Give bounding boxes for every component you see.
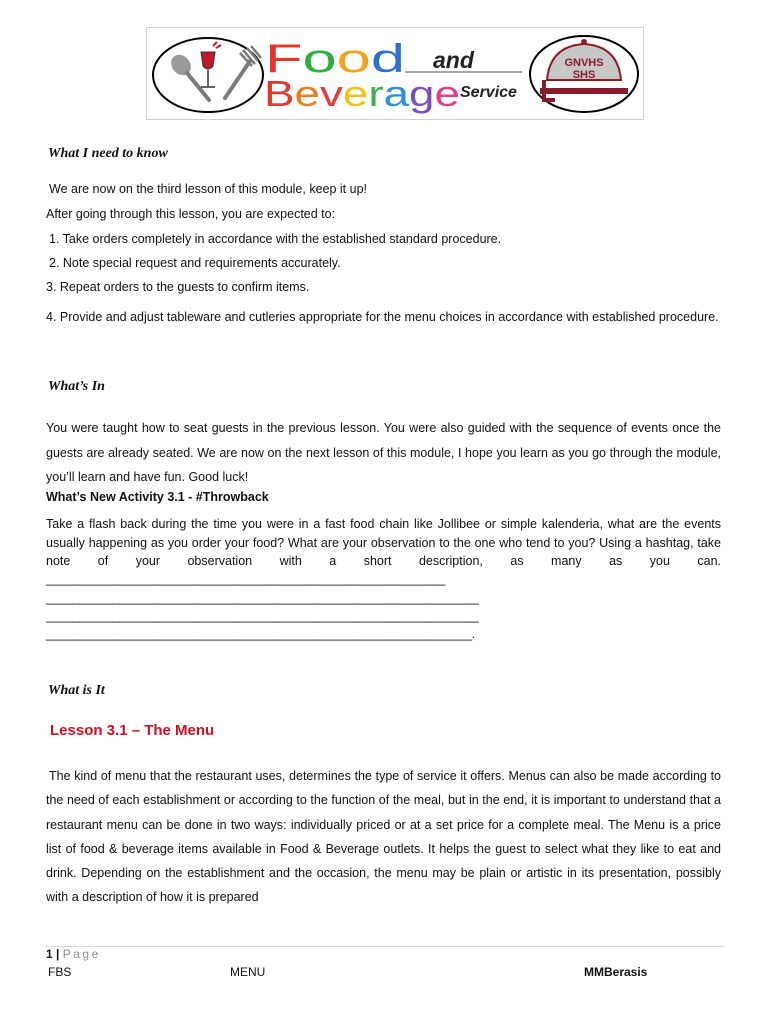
footer-left: FBS [48,965,72,979]
page-number [46,947,101,961]
page-separator: | [56,947,60,961]
footer-right: MMBerasis [584,965,648,979]
page-number-value: 1 [46,947,53,961]
footer-divider [46,946,724,947]
plate-cutlery-icon [153,38,263,112]
menu-paragraph: The kind of menu that the restaurant uses, determines the type of service it offers. Menus can also be made according to the need of each establishment or according to the function of the meal, but in the end, it is important to understand that a restaurant menu can be done in two ways: individually priced or at a set price for a complete meal. The Menu is a price list of food & beverage items available in Food & Beverage outlets. It helps the guest to select what they like to eat and drink. Depending on the establishment and the occasion, the menu may be plain or artistic in its presentation, possibly with a description of how it is prepared [46,769,721,905]
activity-instructions: Take a flash back during the time you were in a fast food chain like Jollibee or simple kalenderia, what are the events usually happening as you order your food? What are your observation to the one who tend to you? Using a hashtag, take note of your observation with a short description, as many as you can. [46,517,721,568]
section-heading-whats-in: What’s In [48,379,105,394]
objective-1: 1. Take orders completely in accordance with the established standard procedure. [49,232,502,246]
banner-word-beverage: B e v e ra g e [264,73,455,114]
answer-blank-line-4[interactable]: ________________________________________________________________. [46,627,475,641]
banner-word-and: and [433,47,474,73]
school-seal-icon [530,36,638,112]
seal-line-2: SHS [572,69,596,81]
banner-word-food: F o o d [265,37,394,81]
objective-2: 2. Note special request and requirements accurately. [49,256,341,270]
objective-4: 4. Provide and adjust tableware and cutleries appropriate for the menu choices in accordance with established procedure. [46,310,719,324]
answer-blank-line-1[interactable]: ____________________________________________________________ [46,572,446,586]
intro-text: We are now on the third lesson of this module, keep it up! [49,182,368,196]
activity-title: What’s New Activity 3.1 - #Throwback [46,490,269,504]
food-and-beverage-banner [146,27,644,120]
expectation-text: After going through this lesson, you are expected to: [46,207,336,221]
answer-blank-line-2[interactable]: _________________________________________________________________ [46,591,479,605]
whats-in-paragraph: You were taught how to seat guests in the previous lesson. You were also guided with the sequence of events once the guests are already seated. We are now on the next lesson of this module, I hope you learn as you go through the module, you’ll learn and have fun. Good luck! [46,421,721,484]
banner-word-service: Service [460,84,517,101]
banner-art [147,28,645,121]
objective-3: 3. Repeat orders to the guests to confirm items. [46,280,310,294]
seal-line-1: GNVHS [564,57,604,69]
section-heading-what-is-it: What is It [48,683,105,698]
page-word: Page [62,947,101,961]
section-heading-what-i-need-to-know: What I need to know [48,146,168,161]
footer-center: MENU [230,965,266,979]
answer-blank-line-3[interactable]: _________________________________________________________________ [46,609,479,623]
lesson-title: Lesson 3.1 – The Menu [50,722,215,739]
